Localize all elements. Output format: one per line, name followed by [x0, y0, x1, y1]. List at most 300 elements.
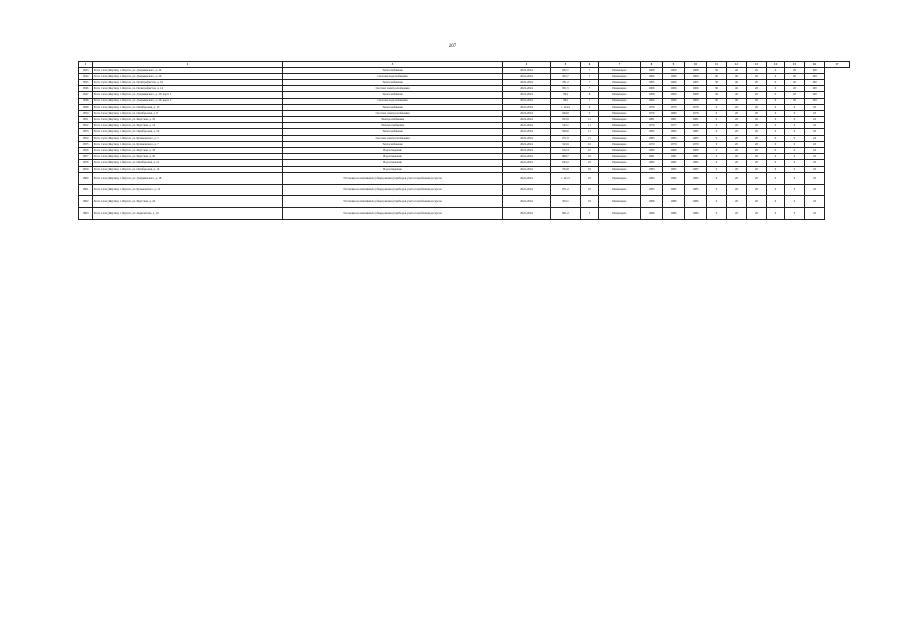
- table-cell: Теплоснабжение: [283, 79, 503, 85]
- table-cell: 1984: [685, 172, 707, 184]
- table-cell: 20: [785, 86, 805, 92]
- table-cell: 1980: [685, 148, 707, 154]
- table-cell: 20: [727, 141, 747, 147]
- table-cell: 20: [747, 79, 767, 85]
- table-row: [79, 172, 850, 184]
- table-cell: Респ. Саха (Якутия), г. Якутск, ул. Якутская, д. 18: [93, 148, 283, 154]
- table-cell: 0: [785, 123, 805, 129]
- table-cell: Система водоснабжения: [283, 73, 503, 79]
- table-cell: 20: [747, 154, 767, 160]
- table-cell: 1846: [79, 86, 93, 92]
- table-cell: 43: [805, 154, 825, 160]
- column-header: 8: [641, 62, 663, 68]
- table-cell: 1966: [663, 86, 685, 92]
- table-cell: Респ. Саха (Якутия), г. Якутск, ул. Кулаковского, д. 12: [93, 184, 283, 196]
- table-cell: 0: [767, 135, 785, 141]
- table-cell: 2022-2024: [503, 172, 551, 184]
- table-cell: 0: [767, 141, 785, 147]
- table-cell: 20: [747, 135, 767, 141]
- table-cell: 1986: [685, 196, 707, 208]
- table-cell: 0: [767, 67, 785, 73]
- table-cell: 1968: [685, 67, 707, 73]
- table-cell: 0: [707, 148, 727, 154]
- table-cell: 0: [785, 208, 805, 220]
- table-cell: 1983: [663, 135, 685, 141]
- table-cell: 20: [727, 184, 747, 196]
- table-cell: 20: [727, 148, 747, 154]
- table-cell: 43: [805, 160, 825, 166]
- table-cell: 0: [785, 154, 805, 160]
- table-cell: 20: [785, 79, 805, 85]
- table-cell: 40: [727, 98, 747, 104]
- table-cell: 0: [785, 129, 805, 135]
- table-cell: 0: [707, 104, 727, 110]
- table-cell: 7: [581, 73, 599, 79]
- table-row: [79, 184, 850, 196]
- table-cell: 1983: [641, 166, 663, 172]
- table-cell: 1859: [79, 166, 93, 172]
- table-cell: 20: [727, 160, 747, 166]
- table-cell: 0: [767, 154, 785, 160]
- table-cell: 1966: [663, 79, 685, 85]
- table-cell: 40: [727, 67, 747, 73]
- table-cell: 43: [805, 117, 825, 123]
- column-header: 15: [785, 62, 805, 68]
- table-cell: Водоотведение: [283, 166, 503, 172]
- table-cell: 0: [767, 172, 785, 184]
- table-cell: 1982: [685, 160, 707, 166]
- table-cell: 0: [707, 135, 727, 141]
- table-cell: 922,7: [551, 73, 581, 79]
- table-cell: 20: [747, 172, 767, 184]
- table-cell: 1858: [79, 160, 93, 166]
- table-cell: 1985: [641, 184, 663, 196]
- table-cell: 869,7: [551, 154, 581, 160]
- table-cell: 1986: [641, 208, 663, 220]
- column-header: 2: [93, 62, 283, 68]
- table-cell: 2022-2024: [503, 79, 551, 85]
- table-cell: 20: [747, 129, 767, 135]
- table-cell: 1969: [663, 92, 685, 98]
- table-cell: 0: [767, 123, 785, 129]
- table-cell: Электроснабжение: [283, 123, 503, 129]
- table-cell: Водоотведение: [283, 154, 503, 160]
- table-cell: Респ. Саха (Якутия), г. Якутск, ул. Октябрьская, д. 21: [93, 160, 283, 166]
- table-cell: Инженерно: [599, 73, 641, 79]
- table-cell: 949,8: [551, 110, 581, 116]
- table-cell: 7: [581, 86, 599, 92]
- table-cell: 832,1: [551, 67, 581, 73]
- table-cell: 2022-2024: [503, 129, 551, 135]
- table-cell: Инженерно: [599, 129, 641, 135]
- table-cell: 0: [785, 160, 805, 166]
- table-cell: 1982: [663, 129, 685, 135]
- table-cell: Инженерно: [599, 135, 641, 141]
- table-row: [79, 196, 850, 208]
- table-cell: 0: [767, 79, 785, 85]
- table-cell: 20: [747, 160, 767, 166]
- table-cell: 1969: [641, 98, 663, 104]
- table-cell: 2022-2024: [503, 67, 551, 73]
- table-cell: 831,5: [551, 86, 581, 92]
- table-cell: 11: [581, 117, 599, 123]
- table-cell: 0: [785, 184, 805, 196]
- table-cell: 0: [767, 73, 785, 79]
- table-cell: 1983: [663, 166, 685, 172]
- table-cell: 40: [727, 92, 747, 98]
- table-cell: 20: [747, 123, 767, 129]
- table-cell: Респ. Саха (Якутия), г. Якутск, ул. Дзержинского, д. 20, корп. 2: [93, 98, 283, 104]
- table-cell: 10: [581, 184, 599, 196]
- table-cell: 0: [785, 110, 805, 116]
- table-cell: Респ. Саха (Якутия), г. Якутск, ул. Октябрьская, д. 8: [93, 110, 283, 116]
- table-cell: 1979: [685, 110, 707, 116]
- table-cell: 1981: [663, 117, 685, 123]
- table-cell: 20: [747, 208, 767, 220]
- table-cell: 43: [805, 141, 825, 147]
- table-cell: 1981: [641, 117, 663, 123]
- table-cell: 100: [805, 73, 825, 79]
- table-cell: Система электроснабжения: [283, 86, 503, 92]
- table-cell: Респ. Саха (Якутия), г. Якутск, ул. Дзержинского, д. 20, корп. 1: [93, 92, 283, 98]
- table-cell: 1986: [685, 208, 707, 220]
- table-cell: 0: [785, 135, 805, 141]
- table-cell: 1983: [685, 135, 707, 141]
- table-cell: 10: [581, 141, 599, 147]
- table-cell: Инженерно: [599, 166, 641, 172]
- table-cell: 40: [727, 79, 747, 85]
- table-cell: 20: [727, 196, 747, 208]
- table-cell: Респ. Саха (Якутия), г. Якутск, ул. Якутская, д. 14: [93, 123, 283, 129]
- table-cell: 1979: [663, 104, 685, 110]
- table-cell: Система электроснабжения: [283, 110, 503, 116]
- table-cell: 1980: [663, 148, 685, 154]
- table-cell: 2022-2024: [503, 148, 551, 154]
- table-cell: 20: [747, 141, 767, 147]
- table-cell: 30: [707, 67, 727, 73]
- table-cell: 0: [707, 160, 727, 166]
- table-cell: Инженерно: [599, 154, 641, 160]
- table-cell: 643,2: [551, 160, 581, 166]
- table-cell: 20: [747, 148, 767, 154]
- table-cell: 0: [785, 141, 805, 147]
- table-cell: 43: [805, 148, 825, 154]
- table-cell: Инженерно: [599, 141, 641, 147]
- table-cell: 20: [747, 184, 767, 196]
- table-cell: 43: [805, 208, 825, 220]
- table-cell: 0: [785, 104, 805, 110]
- column-header: 16: [805, 62, 825, 68]
- table-cell: 20: [747, 166, 767, 172]
- table-cell: Система водоснабжения: [283, 98, 503, 104]
- table-cell: 1851: [79, 117, 93, 123]
- table-cell: 20: [747, 67, 767, 73]
- table-cell: 0: [707, 166, 727, 172]
- table-cell: 20: [727, 123, 747, 129]
- table-cell: 20: [747, 92, 767, 98]
- table-cell: 1849: [79, 104, 93, 110]
- table-cell: 2022-2024: [503, 208, 551, 220]
- table-cell: 1977: [663, 123, 685, 129]
- table-cell: 0: [767, 148, 785, 154]
- table-cell: 1861: [79, 184, 93, 196]
- table-cell: Респ. Саха (Якутия), г. Якутск, ул. Кулаковского, д. 7: [93, 141, 283, 147]
- table-cell: 43: [805, 196, 825, 208]
- table-cell: 1852: [79, 123, 93, 129]
- table-cell: 1966: [685, 86, 707, 92]
- table-cell: 1860: [79, 172, 93, 184]
- table-cell: 1968: [685, 92, 707, 98]
- table-cell: 20: [727, 166, 747, 172]
- table-cell: 20: [747, 117, 767, 123]
- table-cell: 1983: [641, 135, 663, 141]
- table-cell: 7: [581, 67, 599, 73]
- table-cell: 20: [747, 98, 767, 104]
- table-cell: Респ. Саха (Якутия), г. Якутск, ул. Дзержинского, д. 24: [93, 67, 283, 73]
- table-cell: 1854: [79, 135, 93, 141]
- table-cell: 30: [707, 86, 727, 92]
- table-cell: 1855: [79, 141, 93, 147]
- table-cell: 2022-2024: [503, 73, 551, 79]
- table-cell: Теплоснабжение: [283, 141, 503, 147]
- table-cell: Инженерно: [599, 67, 641, 73]
- table-cell: 671,9: [551, 135, 581, 141]
- table-cell: 0: [767, 160, 785, 166]
- table-cell: 1847: [79, 92, 93, 98]
- table-cell: 10: [581, 154, 599, 160]
- table-cell: Теплоснабжение: [283, 67, 503, 73]
- table-cell: 43: [805, 184, 825, 196]
- table-cell: Инженерно: [599, 160, 641, 166]
- table-cell: 40: [727, 86, 747, 92]
- table-cell: 0: [767, 129, 785, 135]
- table-cell: 100: [805, 98, 825, 104]
- table-cell: 5: [581, 208, 599, 220]
- table-cell: 1857: [79, 154, 93, 160]
- table-cell: 30: [707, 73, 727, 79]
- column-header: 14: [767, 62, 785, 68]
- table-cell: 20: [727, 172, 747, 184]
- table-cell: 0: [767, 184, 785, 196]
- table-cell: 10: [581, 160, 599, 166]
- table-cell: 1986: [663, 208, 685, 220]
- table-cell: 20: [727, 129, 747, 135]
- table-cell: 2022-2024: [503, 98, 551, 104]
- table-cell: 20: [727, 110, 747, 116]
- table-cell: 1979: [663, 141, 685, 147]
- table-cell: 20: [747, 104, 767, 110]
- table-cell: 100: [805, 92, 825, 98]
- table-cell: 691,2: [551, 208, 581, 220]
- table-cell: Установка коллективных (общедомовых) приборов учета потребления ресурсов: [283, 208, 503, 220]
- table-cell: 0: [785, 166, 805, 172]
- table-cell: 912,4: [551, 148, 581, 154]
- table-cell: 1968: [641, 67, 663, 73]
- table-cell: Респ. Саха (Якутия), г. Якутск, ул. Полиграфистов, д. 16: [93, 79, 283, 85]
- table-cell: 1976: [641, 123, 663, 129]
- table-cell: 2022-2024: [503, 196, 551, 208]
- table-cell: 11: [581, 135, 599, 141]
- table-cell: 1968: [641, 92, 663, 98]
- table-cell: Инженерно: [599, 208, 641, 220]
- table-cell: 0: [767, 86, 785, 92]
- table-cell: 100: [805, 86, 825, 92]
- table-cell: Респ. Саха (Якутия), г. Якутск, ул. Октябрьская, д. 14: [93, 166, 283, 172]
- table-cell: 1981: [663, 154, 685, 160]
- table-cell: 20: [727, 154, 747, 160]
- table-cell: 30: [707, 79, 727, 85]
- column-header: 3: [283, 62, 503, 68]
- table-cell: 0: [707, 110, 727, 116]
- table-cell: Система электроснабжения: [283, 135, 503, 141]
- table-cell: 0: [767, 166, 785, 172]
- table-cell: 20: [727, 117, 747, 123]
- table-cell: 0: [785, 117, 805, 123]
- table-cell: 1982: [663, 160, 685, 166]
- table-cell: 1978: [685, 104, 707, 110]
- table-cell: 100: [805, 67, 825, 73]
- table-cell: 20: [747, 196, 767, 208]
- table-cell: 2022-2024: [503, 86, 551, 92]
- table-cell: 1856: [79, 148, 93, 154]
- table-cell: Инженерно: [599, 148, 641, 154]
- column-header: 11: [707, 62, 727, 68]
- table-cell: 20: [747, 86, 767, 92]
- table-cell: 764,8: [551, 166, 581, 172]
- table-cell: 1979: [641, 110, 663, 116]
- table-cell: 1853: [79, 129, 93, 135]
- table-cell: 0: [767, 208, 785, 220]
- table-cell: 1969: [663, 98, 685, 104]
- table-cell: Респ. Саха (Якутия), г. Якутск, ул. Якутская, д. 24: [93, 196, 283, 208]
- table-cell: 593,1: [551, 196, 581, 208]
- table-cell: 20: [727, 208, 747, 220]
- table-cell: 813,9: [551, 117, 581, 123]
- table-cell: 1845: [79, 79, 93, 85]
- column-header: 9: [663, 62, 685, 68]
- table-cell: 1969: [685, 73, 707, 79]
- table-cell: 2022-2024: [503, 154, 551, 160]
- table-cell: 1980: [641, 148, 663, 154]
- table-cell: 43: [805, 129, 825, 135]
- table-cell: Теплоснабжение: [283, 129, 503, 135]
- table-cell: 1985: [663, 184, 685, 196]
- table-cell: Инженерно: [599, 110, 641, 116]
- table-cell: 1969: [641, 73, 663, 79]
- table-cell: Инженерно: [599, 196, 641, 208]
- table-cell: Инженерно: [599, 184, 641, 196]
- table-cell: 0: [767, 98, 785, 104]
- table-cell: 0: [707, 123, 727, 129]
- table-cell: 10: [581, 166, 599, 172]
- table-cell: Электроснабжение: [283, 117, 503, 123]
- table-cell: Респ. Саха (Якутия), г. Якутск, ул. Якутская, д. 10: [93, 117, 283, 123]
- table-cell: 1 124,4: [551, 104, 581, 110]
- table-cell: 1848: [79, 98, 93, 104]
- table-cell: 1976: [685, 123, 707, 129]
- table-cell: 543,9: [551, 141, 581, 147]
- table-cell: 0: [707, 129, 727, 135]
- table-cell: 20: [747, 73, 767, 79]
- table-cell: 1980: [663, 110, 685, 116]
- table-cell: 543,1: [551, 123, 581, 129]
- column-header: 1: [79, 62, 93, 68]
- table-cell: 1986: [641, 196, 663, 208]
- table-cell: Респ. Саха (Якутия), г. Якутск, ул. Дзержинского, д. 26: [93, 73, 283, 79]
- table-cell: 864: [551, 98, 581, 104]
- table-cell: 2022-2024: [503, 160, 551, 166]
- column-header: 6: [581, 62, 599, 68]
- table-cell: 1985: [685, 184, 707, 196]
- table-cell: 1978: [641, 104, 663, 110]
- table-cell: 0: [707, 208, 727, 220]
- table-cell: 8: [581, 92, 599, 98]
- table-cell: 20: [747, 110, 767, 116]
- table-cell: Установка коллективных (общедомовых) приборов учета потребления ресурсов: [283, 196, 503, 208]
- table-cell: 2022-2024: [503, 92, 551, 98]
- table-cell: 9: [581, 110, 599, 116]
- table-cell: 2022-2024: [503, 166, 551, 172]
- table-cell: 10: [581, 172, 599, 184]
- table-cell: Водоотведение: [283, 148, 503, 154]
- table-cell: 1979: [685, 141, 707, 147]
- table-cell: Респ. Саха (Якутия), г. Якутск, ул. Дзержинского, д. 18: [93, 172, 283, 184]
- table-cell: 1966: [641, 86, 663, 92]
- table-cell: Инженерно: [599, 92, 641, 98]
- table-cell: 0: [785, 172, 805, 184]
- table-cell: 1982: [641, 160, 663, 166]
- table-cell: 20: [785, 98, 805, 104]
- table-cell: Теплоснабжение: [283, 92, 503, 98]
- table-cell: 0: [707, 117, 727, 123]
- table-cell: 20: [785, 73, 805, 79]
- table-cell: 1969: [663, 67, 685, 73]
- table-cell: 2022-2024: [503, 110, 551, 116]
- table-cell: 1844: [79, 73, 93, 79]
- table-cell: 30: [707, 98, 727, 104]
- table-cell: 20: [727, 135, 747, 141]
- table-cell: Теплоснабжение: [283, 104, 503, 110]
- table-cell: 871,2: [551, 184, 581, 196]
- table-cell: 40: [727, 73, 747, 79]
- column-header: 12: [727, 62, 747, 68]
- table-cell: Инженерно: [599, 104, 641, 110]
- table-cell: 2022-2024: [503, 135, 551, 141]
- table-cell: 0: [707, 141, 727, 147]
- table-cell: 43: [805, 123, 825, 129]
- table-cell: 0: [767, 104, 785, 110]
- table-cell: 43: [805, 110, 825, 116]
- table-cell: 11: [581, 129, 599, 135]
- table-cell: 43: [805, 172, 825, 184]
- table-cell: 43: [805, 135, 825, 141]
- table-cell: 0: [785, 196, 805, 208]
- table-cell: 11: [581, 123, 599, 129]
- table-cell: Инженерно: [599, 98, 641, 104]
- table-cell: Респ. Саха (Якутия), г. Якутск, ул. Полиграфистов, д. 14: [93, 86, 283, 92]
- column-header: 4: [503, 62, 551, 68]
- table-cell: 1862: [79, 196, 93, 208]
- table-cell: Инженерно: [599, 117, 641, 123]
- column-header: 17: [825, 62, 850, 68]
- table-row: [79, 208, 850, 220]
- table-cell: 2022-2024: [503, 123, 551, 129]
- table-cell: 1984: [641, 172, 663, 184]
- column-header: 13: [747, 62, 767, 68]
- table-cell: 864: [551, 92, 581, 98]
- table-cell: 1981: [641, 154, 663, 160]
- table-cell: 0: [767, 110, 785, 116]
